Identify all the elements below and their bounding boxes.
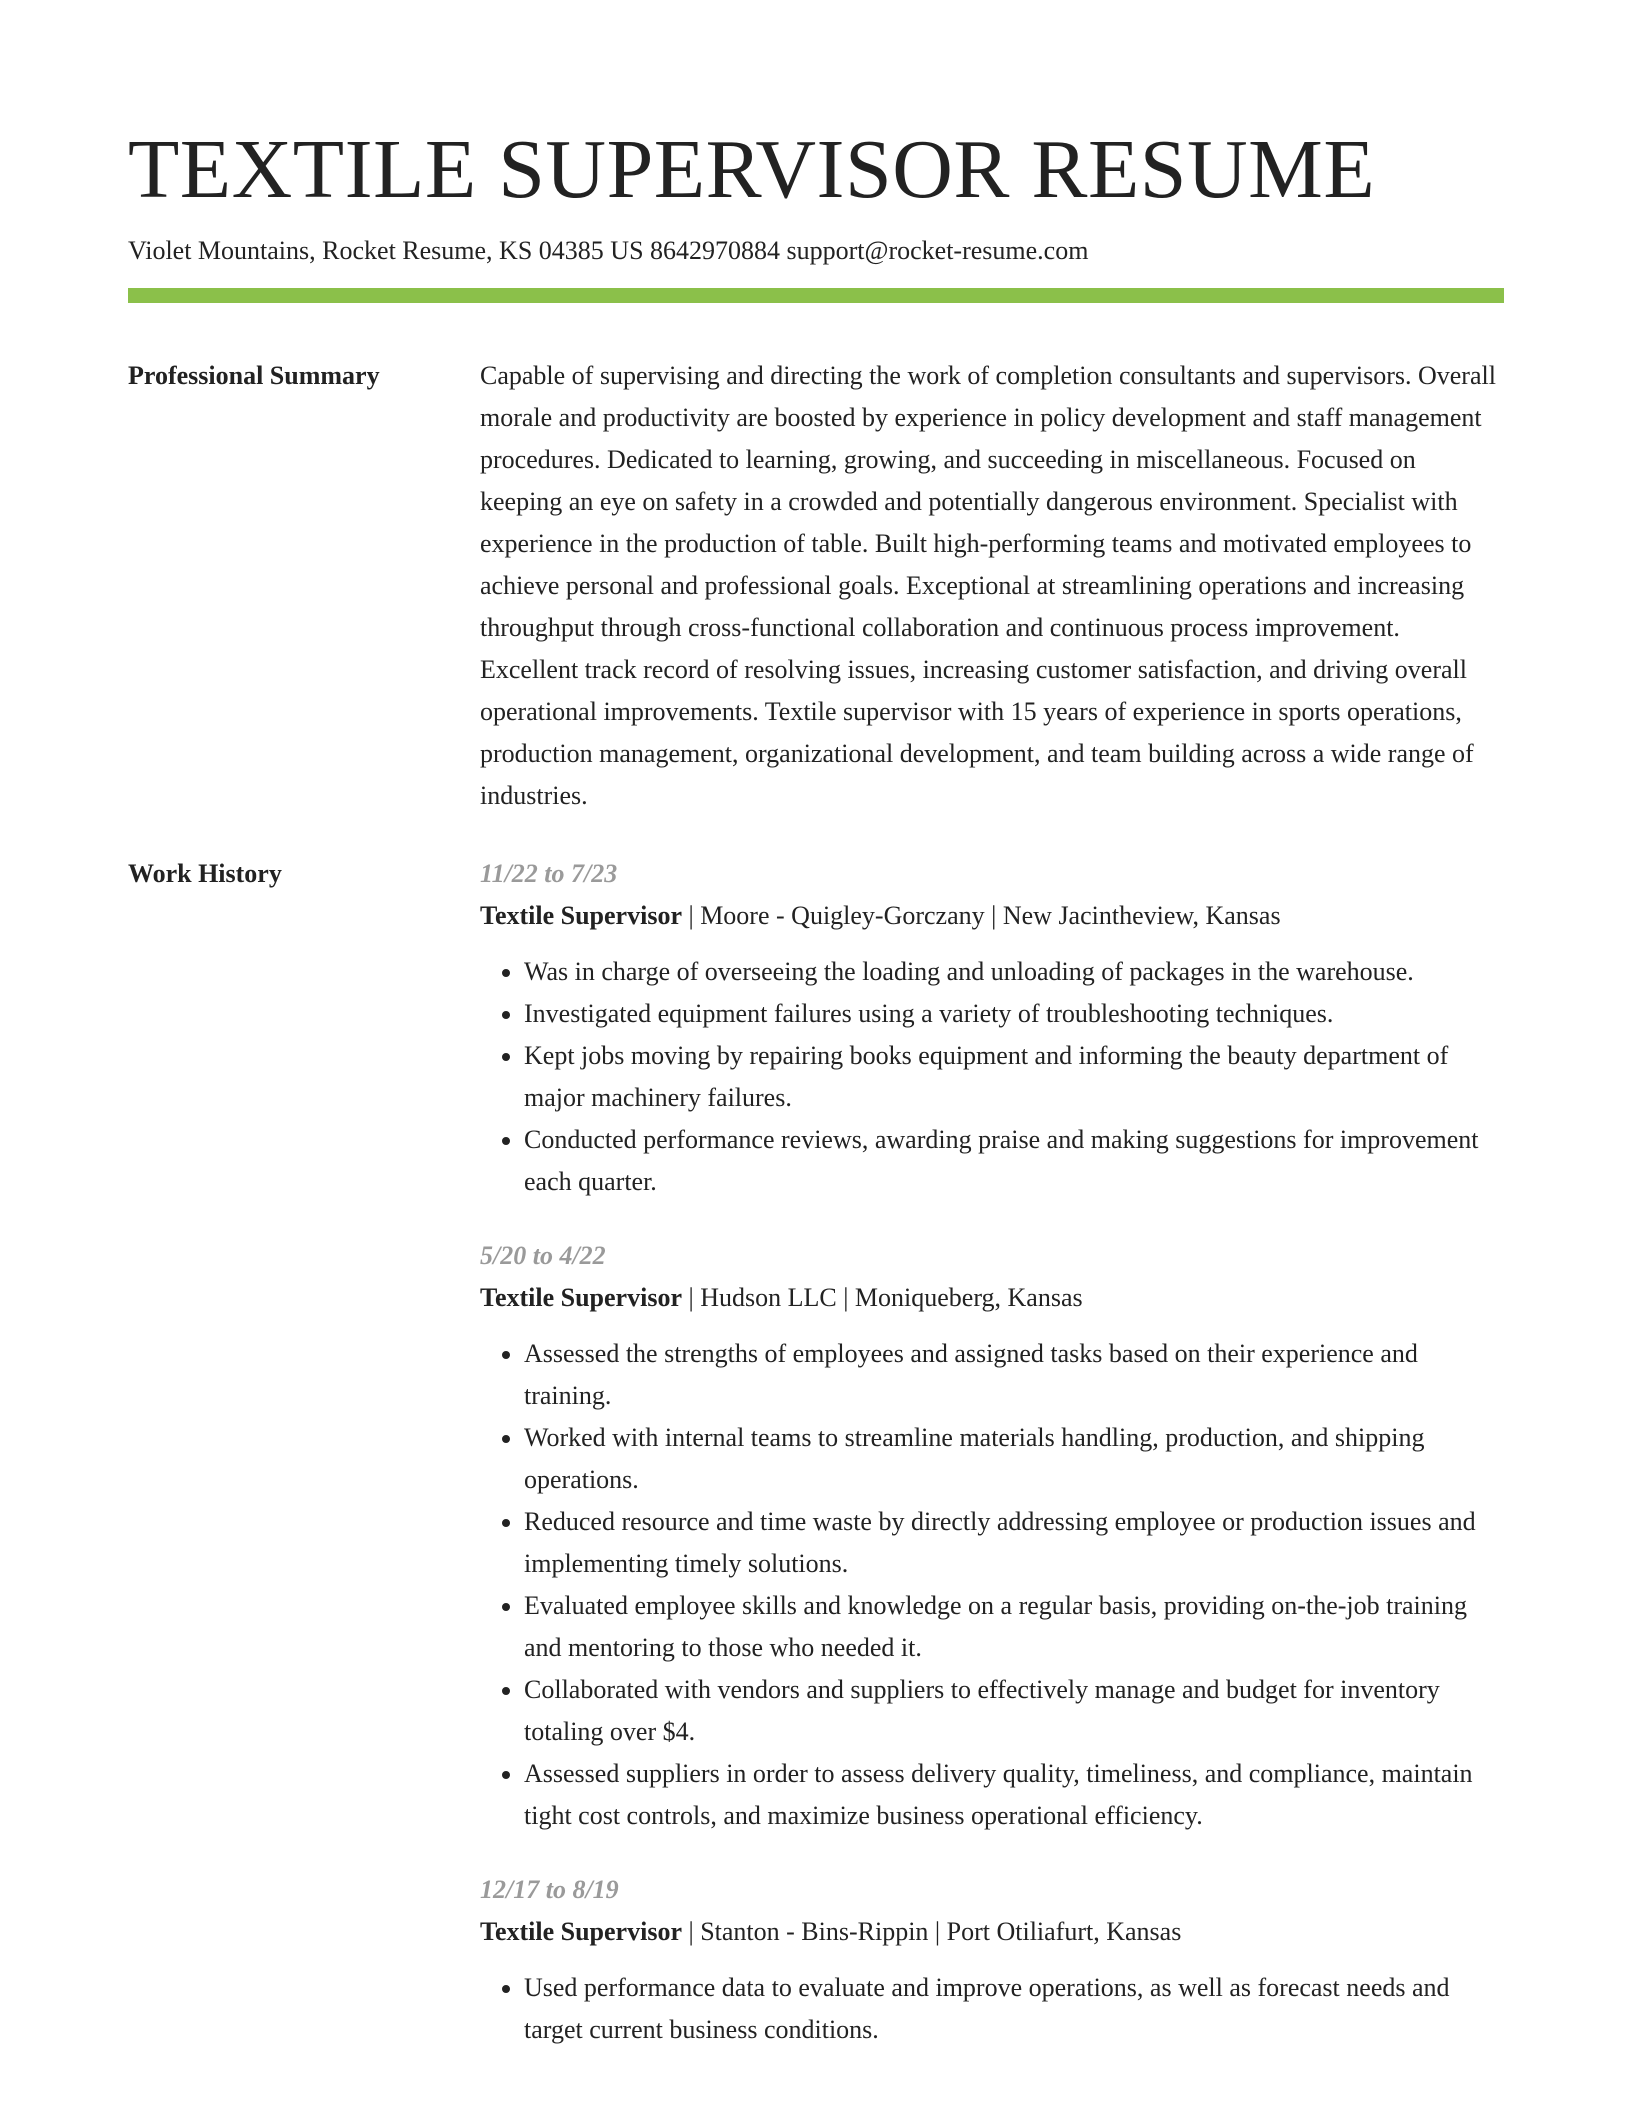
contact-line: Violet Mountains, Rocket Resume, KS 04385 US 8642970884 support@rocket-resume.com [128,236,1089,265]
job-dates: 11/22 to 7/23 [480,859,618,888]
job-bullet: • Collaborated with vendors and suppliers to effectively manage and budget for inventory totaling over $4. [524,1669,1504,1753]
job-title: Textile Supervisor [480,1917,682,1946]
job-details: | Stanton - Bins-Rippin | Port Otiliafurt, Kansas [681,1917,1182,1946]
job-bullets [480,1967,1504,2051]
section-heading: Professional Summary [128,361,380,390]
job-bullets [480,1333,1504,1837]
job-dates: 12/17 to 8/19 [480,1875,619,1904]
job-bullet: • Was in charge of overseeing the loading and unloading of packages in the warehouse. [524,951,1504,993]
job-bullet: • Investigated equipment failures using a variety of troubleshooting techniques. [524,993,1504,1035]
summary-text: Capable of supervising and directing the work of completion consultants and supervisors. Overall morale and productivity are boosted by experience in policy development and staff management procedures. Dedicated to learning, growing, and succeeding in miscellaneous. Focused on keeping an eye on safety in a crowded and potentially dangerous environment. Specialist with experience in the production of table. Built high-performing teams and motivated employees to achieve personal and professional goals. Exceptional at streamlining operations and increasing throughput through cross-functional collaboration and continuous process improvement. Excellent track record of resolving issues, increasing customer satisfaction, and driving overall operational improvements. Textile supervisor with 15 years of experience in sports operations, production management, organizational development, and team building across a wide range of industries. [480,361,1496,810]
job-bullet: • Assessed the strengths of employees and assigned tasks based on their experience and training. [524,1333,1504,1417]
job-entry [480,1235,1504,1837]
job-bullet: • Conducted performance reviews, awarding praise and making suggestions for improvement each quarter. [524,1119,1504,1203]
work-history-section [128,853,1504,2051]
resume-page [128,122,1504,2051]
section-body [480,355,1504,817]
job-bullet: • Reduced resource and time waste by directly addressing employee or production issues and implementing timely solutions. [524,1501,1504,1585]
job-header [480,1911,1504,1953]
job-details: | Hudson LLC | Moniqueberg, Kansas [681,1283,1083,1312]
job-bullet: • Assessed suppliers in order to assess delivery quality, timeliness, and compliance, maintain tight cost controls, and maximize business operational efficiency. [524,1753,1504,1837]
job-details: | Moore - Quigley-Gorczany | New Jacintheview, Kansas [681,901,1281,930]
job-bullet: • Used performance data to evaluate and improve operations, as well as forecast needs and target current business conditions. [524,1967,1504,2051]
job-header [480,895,1504,937]
job-bullet: • Evaluated employee skills and knowledge on a regular basis, providing on-the-job training and mentoring to those who needed it. [524,1585,1504,1669]
job-title: Textile Supervisor [480,901,682,930]
resume-title: TEXTILE SUPERVISOR RESUME [128,123,1376,216]
accent-divider [128,288,1504,303]
job-header [480,1277,1504,1319]
section-body [480,853,1504,2051]
section-heading: Work History [128,859,282,888]
job-bullet: • Kept jobs moving by repairing books equipment and informing the beauty department of major machinery failures. [524,1035,1504,1119]
job-entry [480,853,1504,1203]
job-title: Textile Supervisor [480,1283,682,1312]
job-bullets [480,951,1504,1203]
job-bullet: • Worked with internal teams to streamline materials handling, production, and shipping operations. [524,1417,1504,1501]
job-entry [480,1869,1504,2051]
job-dates: 5/20 to 4/22 [480,1241,606,1270]
professional-summary-section [128,355,1504,817]
